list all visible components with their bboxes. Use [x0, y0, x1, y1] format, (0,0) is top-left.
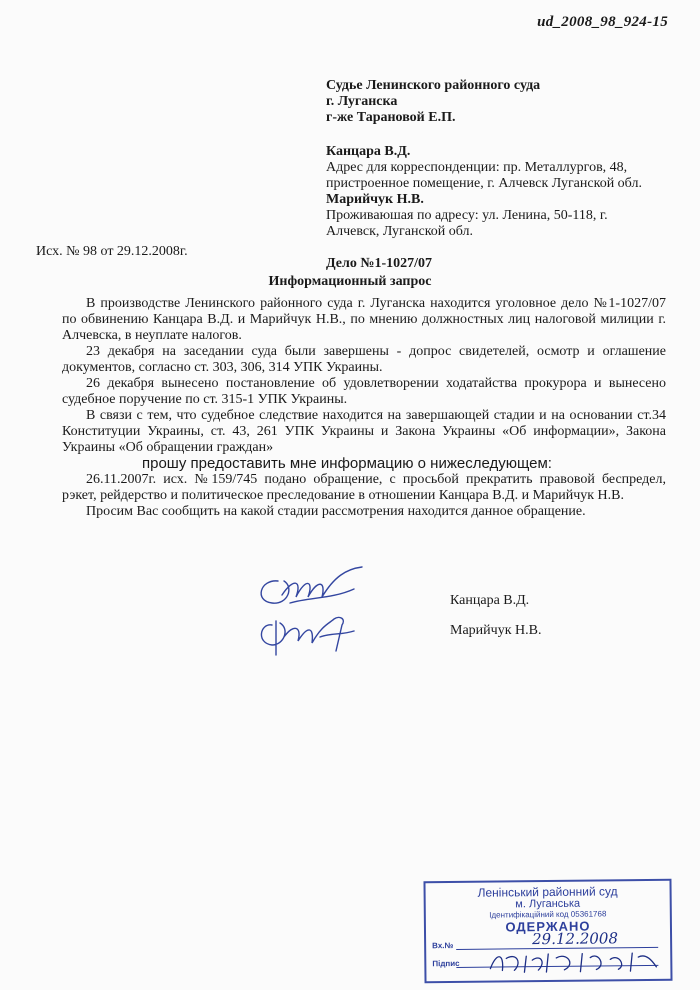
stamp-label-signature: Підпис	[432, 958, 460, 969]
stamp-handwritten-date: 29.12.2008	[531, 929, 619, 949]
signatory-name-2: Марийчук Н.В.	[450, 623, 542, 638]
sender-name-2: Марийчук Н.В.	[326, 192, 424, 207]
case-reference: Дело №1-1027/07	[326, 256, 432, 271]
body-paragraph-4: В связи с тем, что судебное следствие находится на завершающей стадии и на основании ст.34 Конституции Украины, ст. 43, 261 УПК Украины и Закона Украины «Об информации», Закона Украины «Об обращении граждан»	[62, 408, 666, 455]
document-title: Информационный запрос	[268, 274, 432, 289]
body-paragraph-1: В производстве Ленинского районного суда г. Луганска находится уголовное дело №1-1027/07 по обвинению Канцара В.Д. и Марийчук Н.В., по мнению должностных лиц налоговой милиции г. Алчевска, в неуплате налогов.	[62, 296, 666, 343]
stamp-signature-scribble	[486, 947, 666, 977]
recipient-line-2: г. Луганска	[326, 94, 398, 109]
stamp-label-incoming: Вх.№	[432, 940, 454, 951]
body-paragraph-6: 26.11.2007г. исх. №159/745 подано обращение, с просьбой прекратить правовой беспредел, рэкет, рейдерство и политическое преследование в отношении Канцара В.Д. и Марийчук Н.В.	[62, 472, 666, 503]
sender-address-1b: пристроенное помещение, г. Алчевск Луганской обл.	[326, 176, 642, 191]
signatory-name-1: Канцара В.Д.	[450, 593, 530, 608]
body-paragraph-3: 26 декабря вынесено постановление об удовлетворении ходатайства прокурора и вынесено судебное поручение по ст. 315-1 УПК Украины.	[62, 376, 666, 407]
court-received-stamp	[423, 879, 672, 984]
sender-address-1a: Адрес для корреспонденции: пр. Металлургов, 48,	[326, 160, 628, 175]
stamp-court-name: Ленінський районний суд	[477, 884, 618, 900]
sender-name-1: Канцара В.Д.	[326, 144, 411, 159]
recipient-line-1: Судье Ленинского районного суда	[326, 78, 541, 93]
outgoing-reference: Исх. № 98 от 29.12.2008г.	[36, 244, 188, 259]
stamp-id-code: Ідентифікаційний код 05361768	[489, 909, 607, 920]
body-paragraph-2: 23 декабря на заседании суда были завершены - допрос свидетелей, осмотр и оглашение документов, согласно ст. 303, 306, 314 УПК Украины.	[62, 344, 666, 375]
stamp-city: м. Луганська	[515, 897, 581, 911]
handwritten-signatures	[250, 563, 370, 663]
address-block	[326, 78, 671, 272]
sender-address-2a: Проживаюшая по адресу: ул. Ленина, 50-118, г.	[326, 208, 608, 223]
document-body	[62, 296, 666, 520]
stamp-received: ОДЕРЖАНО	[505, 918, 591, 935]
document-id: ud_2008_98_924-15	[537, 14, 668, 30]
request-line: прошу предоставить мне информацию о нижеследующем:	[142, 455, 552, 472]
recipient-line-3: г-же Тарановой Е.П.	[326, 110, 456, 125]
sender-address-2b: Алчевск, Луганской обл.	[326, 224, 474, 239]
body-paragraph-7: Просим Вас сообщить на какой стадии рассмотрения находится данное обращение.	[86, 504, 586, 519]
